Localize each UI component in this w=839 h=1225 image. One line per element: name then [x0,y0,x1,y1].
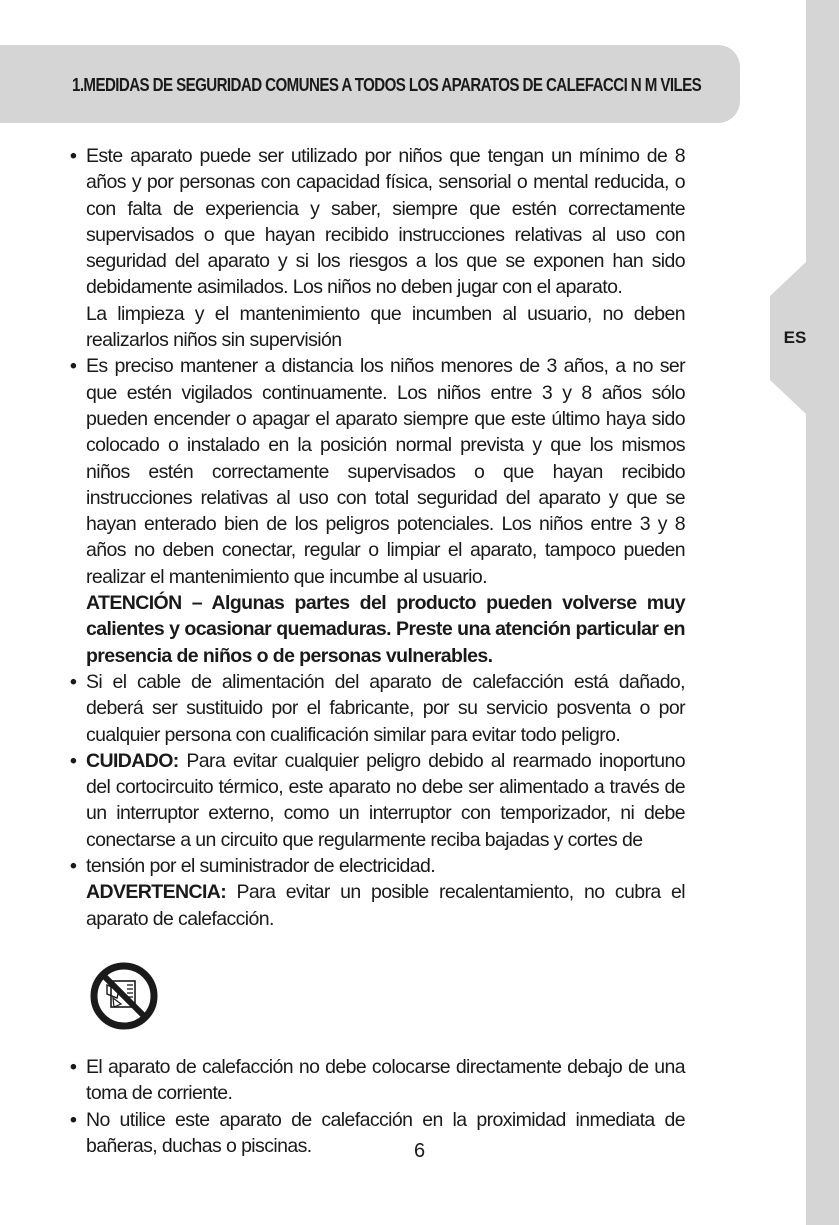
bullet: • [70,355,77,378]
bullet: • [70,749,77,772]
content [70,143,685,1159]
paragraph: tensión por el suministrador de electricidad. [86,855,436,878]
section-title: 1.MEDIDAS DE SEGURIDAD COMUNES A TODOS LOS APARATOS DE CALEFACCI N M VILES [72,75,702,95]
do-not-cover-icon [88,960,160,1032]
list-item [70,669,685,748]
list-item [70,1054,685,1107]
bullet: • [70,1108,77,1131]
page-number: 6 [413,1140,426,1162]
bullet: • [70,1055,77,1078]
advertencia-label: ADVERTENCIA: [86,881,227,904]
bullet: • [70,670,77,693]
paragraph: No utilice este aparato de calefacción en la proximidad inmediata de bañeras, duchas o piscinas. [86,1108,685,1157]
list-item [70,143,685,353]
caution-text: Para evitar cualquier peligro debido al rearmado inoportuno del cortocircuito térmico, este aparato no debe ser alimentado a través de un interruptor externo, como un interruptor con temporizador, ni debe conectarse a un circuito que regularmente reciba bajadas y cortes de [86,749,685,851]
paragraph: El aparato de calefacción no debe colocarse directamente debajo de una toma de corriente. [86,1055,685,1105]
caution-label: CUIDADO: [86,749,179,772]
advertencia-text: Para evitar un posible recalentamiento, no cubra el aparato de calefacción. [86,881,685,930]
bullet: • [70,855,77,878]
bullet: • [70,145,77,167]
list-item [70,353,685,669]
paragraph: La limpieza y el mantenimiento que incumben al usuario, no deben realizarlos niños sin supervisión [86,302,685,352]
paragraph: Si el cable de alimentación del aparato de calefacción está dañado, deberá ser sustituido por el fabricante, por su servicio posventa o por cualquier persona con cualificación similar para evitar todo peligro. [86,670,685,746]
paragraph: Este aparato puede ser utilizado por niños que tengan un mínimo de 8 años y por personas con capacidad física, sensorial o mental reducida, o con falta de experiencia y saber, siempre que estén correctamente supervisados o que hayan recibido instrucciones relativas al uso con seguridad del aparato y si los riesgos a los que se exponen han sido debidamente asimilados. Los niños no deben jugar con el aparato. [86,145,685,299]
warning-text: ATENCIÓN – Algunas partes del producto pueden volverse muy calientes y ocasionar quemaduras. Preste una atención particular en presencia de niños o de personas vulnerables. [86,592,685,667]
paragraph: Es preciso mantener a distancia los niños menores de 3 años, a no ser que estén vigilados continuamente. Los niños entre 3 y 8 años sólo pueden encender o apagar el aparato siempre que este último haya sido colocado o instalado en la posición normal prevista y que los mismos niños estén correctamente supervisados o que hayan recibido instrucciones relativas al uso con total seguridad del aparato y que se hayan enterado bien de los peligros potenciales. Los niños entre 3 y 8 años no deben conectar, regular o limpiar el aparato, tampoco pueden realizar el mantenimiento que incumbe al usuario. [86,355,685,588]
language-label: ES [783,328,807,347]
advertencia-paragraph [70,879,685,932]
list-item [70,853,685,879]
paragraph [86,748,685,853]
list-item [70,748,685,853]
side-strip [806,0,839,1225]
